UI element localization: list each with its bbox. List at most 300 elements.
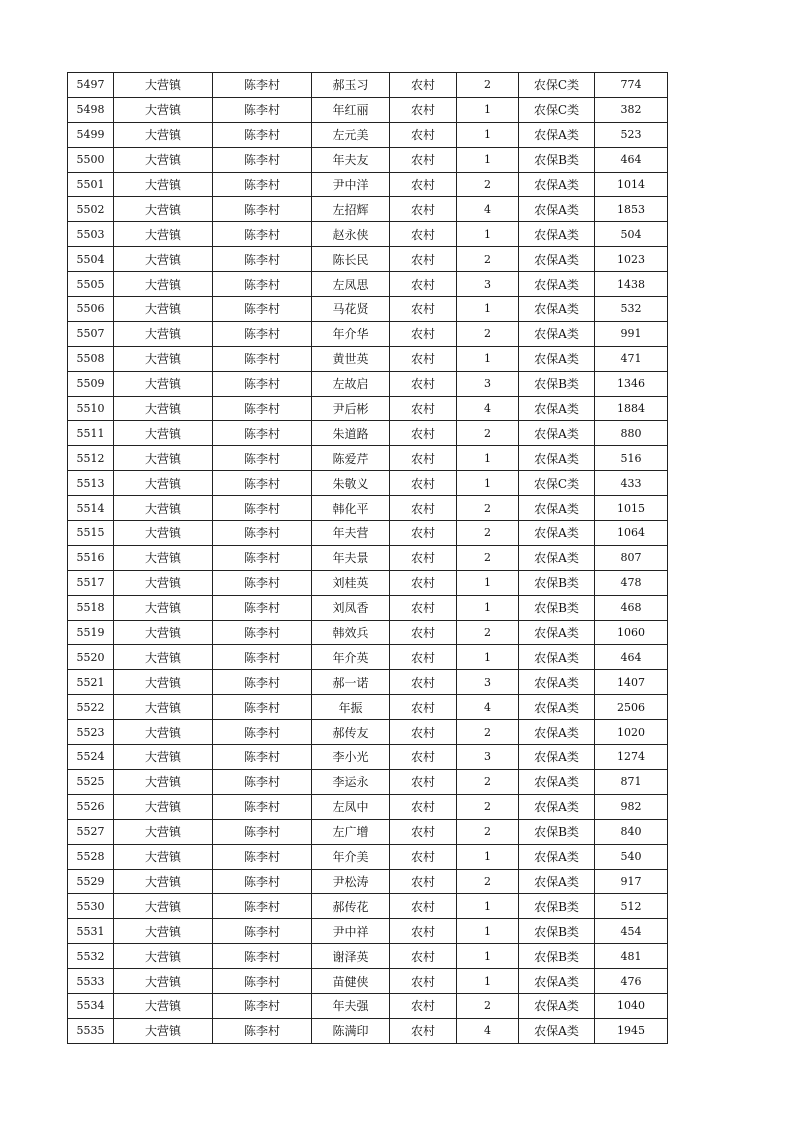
id-cell: 5522 <box>68 695 114 720</box>
name-cell: 马花贤 <box>312 297 390 322</box>
table-row <box>68 769 668 794</box>
town-cell: 大营镇 <box>114 446 213 471</box>
name-cell: 尹中祥 <box>312 919 390 944</box>
type-cell: 农村 <box>390 1018 457 1043</box>
id-cell: 5532 <box>68 944 114 969</box>
amount-cell: 454 <box>595 919 668 944</box>
type-cell: 农村 <box>390 247 457 272</box>
village-cell: 陈李村 <box>213 769 312 794</box>
id-cell: 5524 <box>68 745 114 770</box>
town-cell: 大营镇 <box>114 919 213 944</box>
village-cell: 陈李村 <box>213 620 312 645</box>
town-cell: 大营镇 <box>114 471 213 496</box>
table-row <box>68 645 668 670</box>
id-cell: 5517 <box>68 570 114 595</box>
category-cell: 农保B类 <box>519 570 595 595</box>
village-cell: 陈李村 <box>213 794 312 819</box>
count-cell: 4 <box>457 695 519 720</box>
type-cell: 农村 <box>390 272 457 297</box>
name-cell: 左广增 <box>312 819 390 844</box>
id-cell: 5527 <box>68 819 114 844</box>
category-cell: 农保A类 <box>519 695 595 720</box>
category-cell: 农保A类 <box>519 521 595 546</box>
amount-cell: 382 <box>595 97 668 122</box>
village-cell: 陈李村 <box>213 745 312 770</box>
town-cell: 大营镇 <box>114 670 213 695</box>
category-cell: 农保A类 <box>519 869 595 894</box>
village-cell: 陈李村 <box>213 421 312 446</box>
count-cell: 1 <box>457 97 519 122</box>
amount-cell: 532 <box>595 297 668 322</box>
id-cell: 5531 <box>68 919 114 944</box>
town-cell: 大营镇 <box>114 73 213 98</box>
table-row <box>68 147 668 172</box>
town-cell: 大营镇 <box>114 421 213 446</box>
category-cell: 农保B类 <box>519 595 595 620</box>
table-row <box>68 321 668 346</box>
village-cell: 陈李村 <box>213 346 312 371</box>
town-cell: 大营镇 <box>114 695 213 720</box>
table-row <box>68 595 668 620</box>
count-cell: 3 <box>457 670 519 695</box>
amount-cell: 917 <box>595 869 668 894</box>
name-cell: 陈爱芹 <box>312 446 390 471</box>
id-cell: 5510 <box>68 396 114 421</box>
type-cell: 农村 <box>390 496 457 521</box>
type-cell: 农村 <box>390 421 457 446</box>
town-cell: 大营镇 <box>114 869 213 894</box>
village-cell: 陈李村 <box>213 993 312 1018</box>
amount-cell: 464 <box>595 645 668 670</box>
type-cell: 农村 <box>390 894 457 919</box>
table-row <box>68 944 668 969</box>
town-cell: 大营镇 <box>114 769 213 794</box>
village-cell: 陈李村 <box>213 172 312 197</box>
category-cell: 农保A类 <box>519 969 595 994</box>
amount-cell: 1438 <box>595 272 668 297</box>
name-cell: 年振 <box>312 695 390 720</box>
table-row <box>68 521 668 546</box>
category-cell: 农保A类 <box>519 645 595 670</box>
name-cell: 韩化平 <box>312 496 390 521</box>
village-cell: 陈李村 <box>213 446 312 471</box>
id-cell: 5520 <box>68 645 114 670</box>
count-cell: 2 <box>457 247 519 272</box>
category-cell: 农保A类 <box>519 172 595 197</box>
category-cell: 农保A类 <box>519 122 595 147</box>
category-cell: 农保A类 <box>519 321 595 346</box>
town-cell: 大营镇 <box>114 272 213 297</box>
type-cell: 农村 <box>390 197 457 222</box>
id-cell: 5529 <box>68 869 114 894</box>
village-cell: 陈李村 <box>213 321 312 346</box>
amount-cell: 774 <box>595 73 668 98</box>
village-cell: 陈李村 <box>213 272 312 297</box>
records-table <box>67 72 668 1044</box>
count-cell: 1 <box>457 944 519 969</box>
amount-cell: 1040 <box>595 993 668 1018</box>
village-cell: 陈李村 <box>213 645 312 670</box>
category-cell: 农保A类 <box>519 421 595 446</box>
amount-cell: 1014 <box>595 172 668 197</box>
id-cell: 5521 <box>68 670 114 695</box>
table-row <box>68 620 668 645</box>
id-cell: 5515 <box>68 521 114 546</box>
category-cell: 农保A类 <box>519 545 595 570</box>
table-row <box>68 570 668 595</box>
type-cell: 农村 <box>390 595 457 620</box>
name-cell: 年红丽 <box>312 97 390 122</box>
count-cell: 2 <box>457 496 519 521</box>
town-cell: 大营镇 <box>114 172 213 197</box>
town-cell: 大营镇 <box>114 819 213 844</box>
table-row <box>68 794 668 819</box>
id-cell: 5505 <box>68 272 114 297</box>
count-cell: 1 <box>457 844 519 869</box>
amount-cell: 2506 <box>595 695 668 720</box>
village-cell: 陈李村 <box>213 570 312 595</box>
type-cell: 农村 <box>390 97 457 122</box>
id-cell: 5534 <box>68 993 114 1018</box>
id-cell: 5513 <box>68 471 114 496</box>
id-cell: 5516 <box>68 545 114 570</box>
table-row <box>68 73 668 98</box>
type-cell: 农村 <box>390 297 457 322</box>
village-cell: 陈李村 <box>213 496 312 521</box>
town-cell: 大营镇 <box>114 297 213 322</box>
amount-cell: 471 <box>595 346 668 371</box>
village-cell: 陈李村 <box>213 197 312 222</box>
count-cell: 1 <box>457 894 519 919</box>
name-cell: 年介英 <box>312 645 390 670</box>
category-cell: 农保B类 <box>519 371 595 396</box>
table-row <box>68 172 668 197</box>
name-cell: 尹松涛 <box>312 869 390 894</box>
town-cell: 大营镇 <box>114 147 213 172</box>
count-cell: 4 <box>457 396 519 421</box>
name-cell: 郝一诺 <box>312 670 390 695</box>
name-cell: 年介华 <box>312 321 390 346</box>
name-cell: 黄世英 <box>312 346 390 371</box>
category-cell: 农保A类 <box>519 620 595 645</box>
id-cell: 5500 <box>68 147 114 172</box>
town-cell: 大营镇 <box>114 97 213 122</box>
amount-cell: 807 <box>595 545 668 570</box>
count-cell: 1 <box>457 645 519 670</box>
type-cell: 农村 <box>390 844 457 869</box>
village-cell: 陈李村 <box>213 247 312 272</box>
count-cell: 1 <box>457 471 519 496</box>
count-cell: 1 <box>457 222 519 247</box>
name-cell: 年夫景 <box>312 545 390 570</box>
table-row <box>68 346 668 371</box>
village-cell: 陈李村 <box>213 894 312 919</box>
amount-cell: 476 <box>595 969 668 994</box>
category-cell: 农保A类 <box>519 272 595 297</box>
amount-cell: 523 <box>595 122 668 147</box>
town-cell: 大营镇 <box>114 570 213 595</box>
town-cell: 大营镇 <box>114 794 213 819</box>
table-row <box>68 97 668 122</box>
table-row <box>68 720 668 745</box>
id-cell: 5528 <box>68 844 114 869</box>
type-cell: 农村 <box>390 670 457 695</box>
village-cell: 陈李村 <box>213 720 312 745</box>
count-cell: 1 <box>457 297 519 322</box>
count-cell: 2 <box>457 819 519 844</box>
count-cell: 2 <box>457 172 519 197</box>
category-cell: 农保A类 <box>519 396 595 421</box>
name-cell: 李小光 <box>312 745 390 770</box>
id-cell: 5526 <box>68 794 114 819</box>
name-cell: 陈满印 <box>312 1018 390 1043</box>
category-cell: 农保A类 <box>519 1018 595 1043</box>
village-cell: 陈李村 <box>213 919 312 944</box>
town-cell: 大营镇 <box>114 944 213 969</box>
town-cell: 大营镇 <box>114 1018 213 1043</box>
type-cell: 农村 <box>390 769 457 794</box>
count-cell: 3 <box>457 371 519 396</box>
table-row <box>68 396 668 421</box>
table-row <box>68 993 668 1018</box>
category-cell: 农保B类 <box>519 147 595 172</box>
amount-cell: 1346 <box>595 371 668 396</box>
village-cell: 陈李村 <box>213 944 312 969</box>
town-cell: 大营镇 <box>114 645 213 670</box>
amount-cell: 478 <box>595 570 668 595</box>
village-cell: 陈李村 <box>213 97 312 122</box>
count-cell: 1 <box>457 346 519 371</box>
type-cell: 农村 <box>390 321 457 346</box>
amount-cell: 464 <box>595 147 668 172</box>
amount-cell: 504 <box>595 222 668 247</box>
type-cell: 农村 <box>390 147 457 172</box>
count-cell: 2 <box>457 521 519 546</box>
category-cell: 农保A类 <box>519 769 595 794</box>
name-cell: 刘凤香 <box>312 595 390 620</box>
type-cell: 农村 <box>390 620 457 645</box>
type-cell: 农村 <box>390 471 457 496</box>
name-cell: 郝传花 <box>312 894 390 919</box>
town-cell: 大营镇 <box>114 720 213 745</box>
table-row <box>68 695 668 720</box>
category-cell: 农保A类 <box>519 247 595 272</box>
type-cell: 农村 <box>390 993 457 1018</box>
type-cell: 农村 <box>390 645 457 670</box>
table-row <box>68 745 668 770</box>
amount-cell: 982 <box>595 794 668 819</box>
name-cell: 苗健侠 <box>312 969 390 994</box>
category-cell: 农保A类 <box>519 346 595 371</box>
count-cell: 1 <box>457 446 519 471</box>
id-cell: 5530 <box>68 894 114 919</box>
village-cell: 陈李村 <box>213 595 312 620</box>
category-cell: 农保A类 <box>519 993 595 1018</box>
count-cell: 2 <box>457 720 519 745</box>
name-cell: 年夫营 <box>312 521 390 546</box>
table-row <box>68 919 668 944</box>
town-cell: 大营镇 <box>114 371 213 396</box>
count-cell: 3 <box>457 745 519 770</box>
category-cell: 农保B类 <box>519 819 595 844</box>
name-cell: 朱道路 <box>312 421 390 446</box>
type-cell: 农村 <box>390 73 457 98</box>
type-cell: 农村 <box>390 794 457 819</box>
amount-cell: 1023 <box>595 247 668 272</box>
count-cell: 1 <box>457 122 519 147</box>
category-cell: 农保B类 <box>519 919 595 944</box>
amount-cell: 1853 <box>595 197 668 222</box>
amount-cell: 481 <box>595 944 668 969</box>
amount-cell: 1884 <box>595 396 668 421</box>
amount-cell: 871 <box>595 769 668 794</box>
table-row <box>68 496 668 521</box>
id-cell: 5511 <box>68 421 114 446</box>
category-cell: 农保A类 <box>519 720 595 745</box>
count-cell: 4 <box>457 197 519 222</box>
town-cell: 大营镇 <box>114 969 213 994</box>
village-cell: 陈李村 <box>213 222 312 247</box>
id-cell: 5502 <box>68 197 114 222</box>
table-row <box>68 197 668 222</box>
count-cell: 1 <box>457 919 519 944</box>
name-cell: 尹中洋 <box>312 172 390 197</box>
table-row <box>68 969 668 994</box>
amount-cell: 512 <box>595 894 668 919</box>
village-cell: 陈李村 <box>213 869 312 894</box>
type-cell: 农村 <box>390 371 457 396</box>
village-cell: 陈李村 <box>213 396 312 421</box>
table-row <box>68 247 668 272</box>
table-row <box>68 421 668 446</box>
id-cell: 5533 <box>68 969 114 994</box>
category-cell: 农保A类 <box>519 670 595 695</box>
name-cell: 谢泽英 <box>312 944 390 969</box>
village-cell: 陈李村 <box>213 371 312 396</box>
count-cell: 1 <box>457 595 519 620</box>
category-cell: 农保A类 <box>519 496 595 521</box>
village-cell: 陈李村 <box>213 297 312 322</box>
type-cell: 农村 <box>390 570 457 595</box>
table-row <box>68 844 668 869</box>
id-cell: 5525 <box>68 769 114 794</box>
town-cell: 大营镇 <box>114 993 213 1018</box>
count-cell: 2 <box>457 421 519 446</box>
table-row <box>68 222 668 247</box>
amount-cell: 1945 <box>595 1018 668 1043</box>
village-cell: 陈李村 <box>213 670 312 695</box>
village-cell: 陈李村 <box>213 147 312 172</box>
village-cell: 陈李村 <box>213 844 312 869</box>
id-cell: 5518 <box>68 595 114 620</box>
amount-cell: 1064 <box>595 521 668 546</box>
town-cell: 大营镇 <box>114 197 213 222</box>
count-cell: 3 <box>457 272 519 297</box>
type-cell: 农村 <box>390 944 457 969</box>
category-cell: 农保A类 <box>519 745 595 770</box>
name-cell: 左凤思 <box>312 272 390 297</box>
count-cell: 2 <box>457 993 519 1018</box>
category-cell: 农保A类 <box>519 197 595 222</box>
village-cell: 陈李村 <box>213 695 312 720</box>
name-cell: 尹后彬 <box>312 396 390 421</box>
count-cell: 2 <box>457 620 519 645</box>
table-row <box>68 122 668 147</box>
name-cell: 郝传友 <box>312 720 390 745</box>
id-cell: 5523 <box>68 720 114 745</box>
table-row <box>68 297 668 322</box>
town-cell: 大营镇 <box>114 844 213 869</box>
category-cell: 农保A类 <box>519 446 595 471</box>
village-cell: 陈李村 <box>213 122 312 147</box>
amount-cell: 468 <box>595 595 668 620</box>
id-cell: 5503 <box>68 222 114 247</box>
type-cell: 农村 <box>390 819 457 844</box>
category-cell: 农保A类 <box>519 297 595 322</box>
type-cell: 农村 <box>390 346 457 371</box>
type-cell: 农村 <box>390 919 457 944</box>
type-cell: 农村 <box>390 222 457 247</box>
id-cell: 5497 <box>68 73 114 98</box>
id-cell: 5512 <box>68 446 114 471</box>
table-row <box>68 670 668 695</box>
count-cell: 2 <box>457 545 519 570</box>
table-row <box>68 1018 668 1043</box>
amount-cell: 516 <box>595 446 668 471</box>
category-cell: 农保A类 <box>519 222 595 247</box>
type-cell: 农村 <box>390 969 457 994</box>
table-row <box>68 545 668 570</box>
town-cell: 大营镇 <box>114 222 213 247</box>
type-cell: 农村 <box>390 172 457 197</box>
count-cell: 1 <box>457 570 519 595</box>
village-cell: 陈李村 <box>213 969 312 994</box>
village-cell: 陈李村 <box>213 73 312 98</box>
name-cell: 年夫友 <box>312 147 390 172</box>
category-cell: 农保B类 <box>519 944 595 969</box>
type-cell: 农村 <box>390 446 457 471</box>
id-cell: 5514 <box>68 496 114 521</box>
name-cell: 陈长民 <box>312 247 390 272</box>
amount-cell: 433 <box>595 471 668 496</box>
count-cell: 2 <box>457 869 519 894</box>
table-row <box>68 869 668 894</box>
category-cell: 农保C类 <box>519 471 595 496</box>
amount-cell: 1407 <box>595 670 668 695</box>
category-cell: 农保A类 <box>519 844 595 869</box>
type-cell: 农村 <box>390 396 457 421</box>
amount-cell: 880 <box>595 421 668 446</box>
count-cell: 1 <box>457 147 519 172</box>
category-cell: 农保B类 <box>519 894 595 919</box>
town-cell: 大营镇 <box>114 247 213 272</box>
town-cell: 大营镇 <box>114 894 213 919</box>
amount-cell: 1015 <box>595 496 668 521</box>
village-cell: 陈李村 <box>213 545 312 570</box>
id-cell: 5506 <box>68 297 114 322</box>
id-cell: 5509 <box>68 371 114 396</box>
village-cell: 陈李村 <box>213 471 312 496</box>
name-cell: 左故启 <box>312 371 390 396</box>
id-cell: 5498 <box>68 97 114 122</box>
name-cell: 年介美 <box>312 844 390 869</box>
type-cell: 农村 <box>390 695 457 720</box>
count-cell: 2 <box>457 794 519 819</box>
town-cell: 大营镇 <box>114 745 213 770</box>
name-cell: 左招辉 <box>312 197 390 222</box>
id-cell: 5519 <box>68 620 114 645</box>
name-cell: 刘桂英 <box>312 570 390 595</box>
